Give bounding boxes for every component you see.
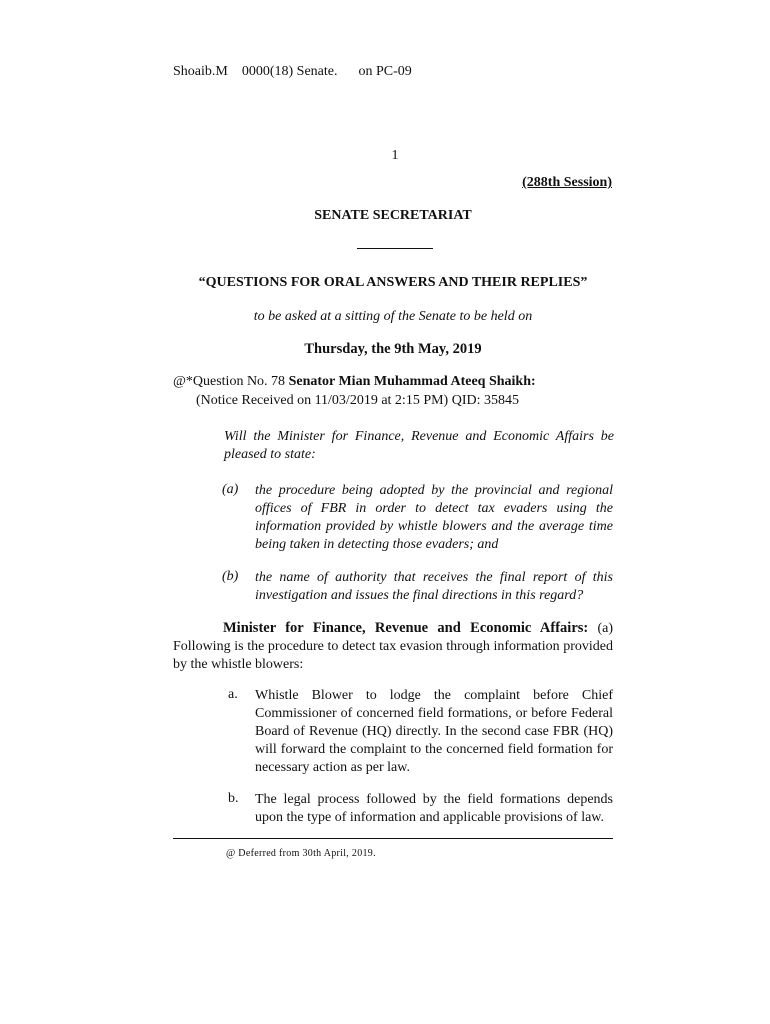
question-intro: Will the Minister for Finance, Revenue and Economic Affairs be pleased to state: — [224, 429, 614, 462]
question-line — [173, 374, 536, 390]
asked-line: to be asked at a sitting of the Senate to be held on — [253, 309, 533, 324]
question-prefix: @*Question No. 78 — [173, 374, 289, 389]
minister-title: Minister for Finance, Revenue and Economic Affairs: — [223, 620, 589, 636]
part-label-b: (b) — [222, 569, 239, 584]
answer-item-b: The legal process followed by the field formations depends upon the type of information and applicable provisions of law. — [255, 792, 613, 825]
document-title: “QUESTIONS FOR ORAL ANSWERS AND THEIR REPLIES” — [198, 275, 588, 290]
sitting-date: Thursday, the 9th May, 2019 — [304, 341, 482, 357]
answer-lead: (a) Following is the procedure to detect tax evasion through information provided by the whistle blowers: — [173, 621, 613, 672]
session-label: (288th Session) — [522, 175, 612, 190]
heading-divider — [357, 248, 433, 249]
page-number: 1 — [391, 148, 399, 163]
answer-item-a: Whistle Blower to lodge the complaint before Chief Commissioner of concerned field formations, or before Federal Board of Revenue (HQ) directly. In the second case FBR (HQ) will forward the complaint to the concerned field formation for necessary action as per law. — [255, 688, 613, 775]
answer-paragraph — [173, 619, 613, 674]
part-label-a: (a) — [222, 482, 239, 497]
document-header: Shoaib.M 0000(18) Senate. on PC-09 — [173, 64, 412, 79]
notice-line: (Notice Received on 11/03/2019 at 2:15 PM) QID: 35845 — [196, 393, 519, 408]
answer-item-label-a: a. — [228, 687, 238, 702]
secretariat-heading: SENATE SECRETARIAT — [314, 208, 472, 223]
footnote: @ Deferred from 30th April, 2019. — [226, 848, 376, 859]
footnote-divider — [173, 838, 613, 839]
question-part-b: the name of authority that receives the final report of this investigation and issues the final directions in this regard? — [255, 570, 613, 603]
answer-item-label-b: b. — [228, 791, 239, 806]
question-part-a: the procedure being adopted by the provincial and regional offices of FBR in order to detect tax evaders using the information provided by whistle blowers and the average time being taken in detecting those evaders; and — [255, 483, 613, 552]
senator-name: Senator Mian Muhammad Ateeq Shaikh: — [288, 374, 536, 389]
